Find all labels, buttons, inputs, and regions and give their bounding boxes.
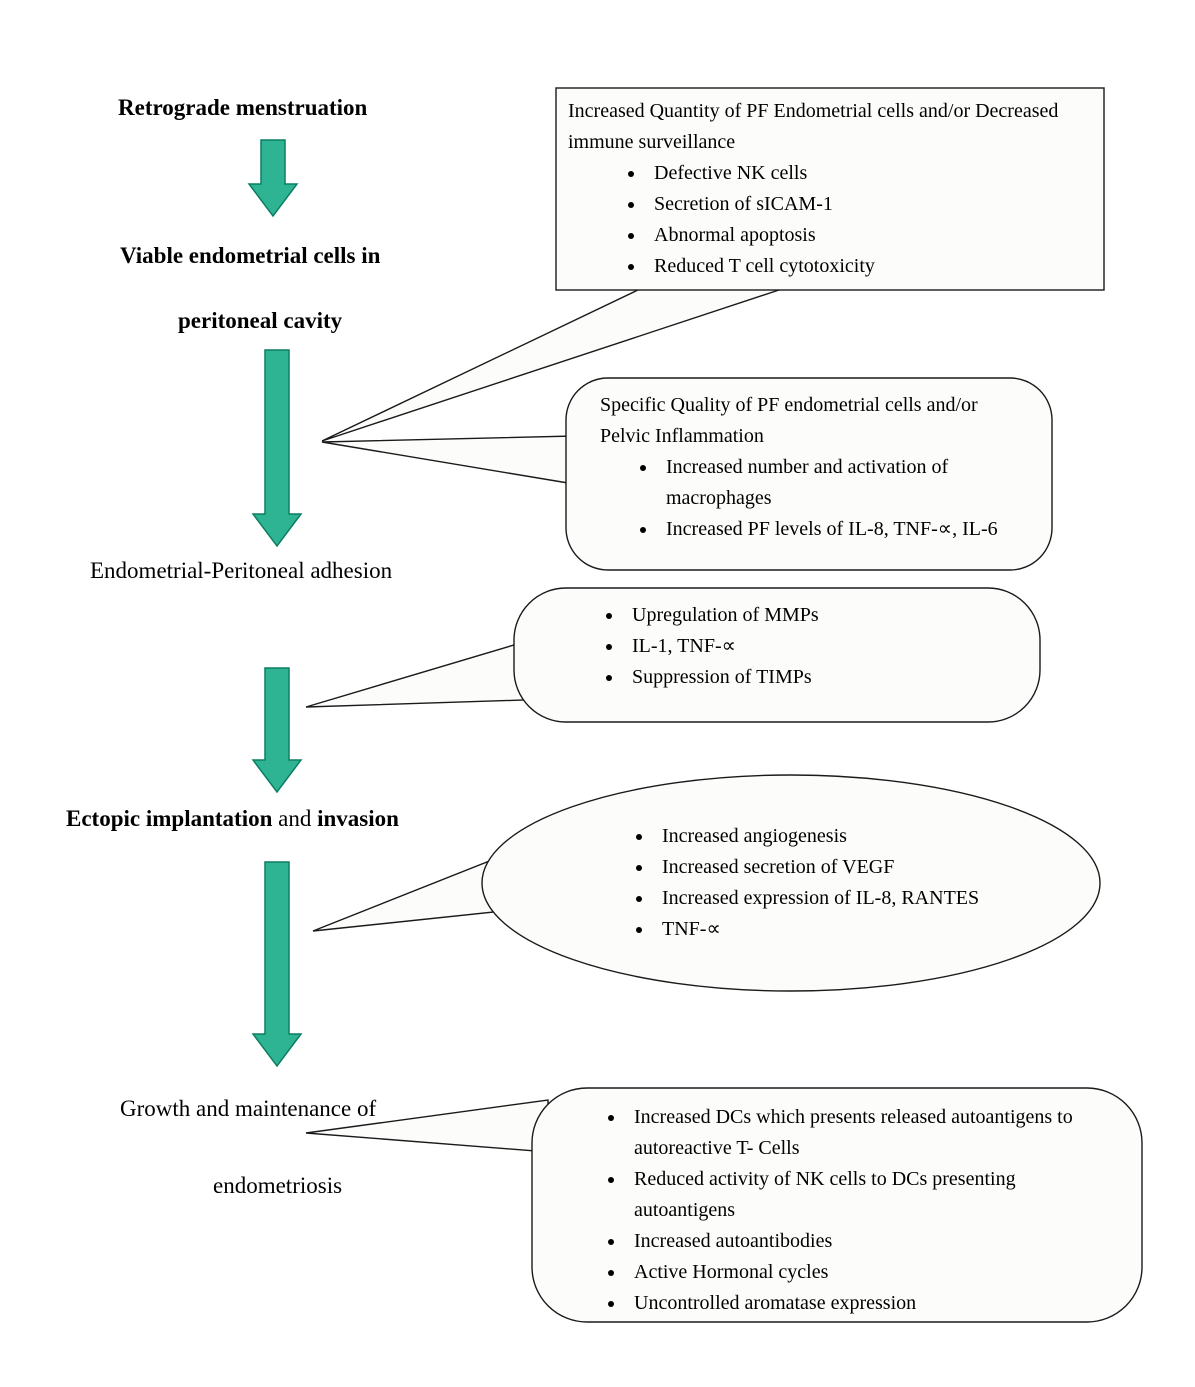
flow-step-ectopic-implantation	[66, 806, 399, 832]
callout-bubble3-content	[584, 600, 1004, 693]
bullet-item: • Reduced activity of NK cells to DCs presenting autoantigens	[626, 1164, 1098, 1226]
bullet-item: • Increased DCs which presents released autoantigens to autoreactive T- Cells	[626, 1102, 1098, 1164]
flow-arrow-2	[253, 350, 301, 546]
flow-step-growth-line1: Growth and maintenance of	[120, 1096, 377, 1121]
bullet-item: • Increased secretion of VEGF	[654, 852, 982, 883]
bullet-item: • Secretion of sICAM-1	[646, 189, 1092, 220]
callout-bubble2-content	[600, 390, 1028, 545]
callout-bubble2-title: Specific Quality of PF endometrial cells and/or Pelvic Inflammation	[600, 394, 978, 447]
bullet-item: • Upregulation of MMPs	[624, 600, 1004, 631]
bullet-item: • Suppression of TIMPs	[624, 662, 1004, 693]
flow-step-viable-cells-line1: Viable endometrial cells in	[120, 243, 381, 268]
bubble4-tail	[313, 852, 512, 931]
flow-arrow-3	[253, 668, 301, 792]
bubble2-tail	[322, 436, 574, 484]
bullet-item: • Reduced T cell cytotoxicity	[646, 251, 1092, 282]
bullet-item: • Increased angiogenesis	[654, 821, 982, 852]
callout-bubble3-list	[584, 600, 1004, 693]
callout-bubble5-list	[570, 1102, 1098, 1319]
flow-arrow-1	[249, 140, 297, 216]
bullet-item: • Abnormal apoptosis	[646, 220, 1092, 251]
flow-step-viable-cells-line2: peritoneal cavity	[178, 308, 343, 333]
flow-step-adhesion: Endometrial-Peritoneal adhesion	[90, 558, 393, 583]
bullet-item: • Defective NK cells	[646, 158, 1092, 189]
bullet-item: • Active Hormonal cycles	[626, 1257, 1098, 1288]
flow-step-ectopic-part2: and	[272, 806, 318, 831]
bullet-item: • Uncontrolled aromatase expression	[626, 1288, 1098, 1319]
bullet-item: • Increased autoantibodies	[626, 1226, 1098, 1257]
bubble3-tail	[306, 642, 524, 707]
callout-bubble4-list	[614, 821, 982, 945]
bullet-item: • Increased expression of IL-8, RANTES	[654, 883, 982, 914]
callout-box1-content	[568, 96, 1092, 282]
flow-arrow-4	[253, 862, 301, 1066]
flow-step-ectopic-part3: invasion	[317, 806, 399, 831]
bullet-item: • IL-1, TNF-∝	[624, 631, 1004, 662]
bullet-item: • Increased PF levels of IL-8, TNF-∝, IL-6	[658, 514, 1028, 545]
callout-box1-list	[568, 158, 1092, 282]
flow-step-growth-line2: endometriosis	[213, 1173, 343, 1198]
flow-step-retrograde-menstruation: Retrograde menstruation	[118, 95, 368, 120]
callout-bubble2-list	[600, 452, 1028, 545]
callout-bubble4-content	[614, 821, 982, 945]
bullet-item: • Increased number and activation of macrophages	[658, 452, 1028, 514]
callout-bubble5-content	[570, 1102, 1098, 1319]
callout-box1-title: Increased Quantity of PF Endometrial cells and/or Decreased immune surveillance	[568, 100, 1059, 153]
flow-step-ectopic-part1: Ectopic implantation	[66, 806, 273, 831]
bullet-item: • TNF-∝	[654, 914, 982, 945]
